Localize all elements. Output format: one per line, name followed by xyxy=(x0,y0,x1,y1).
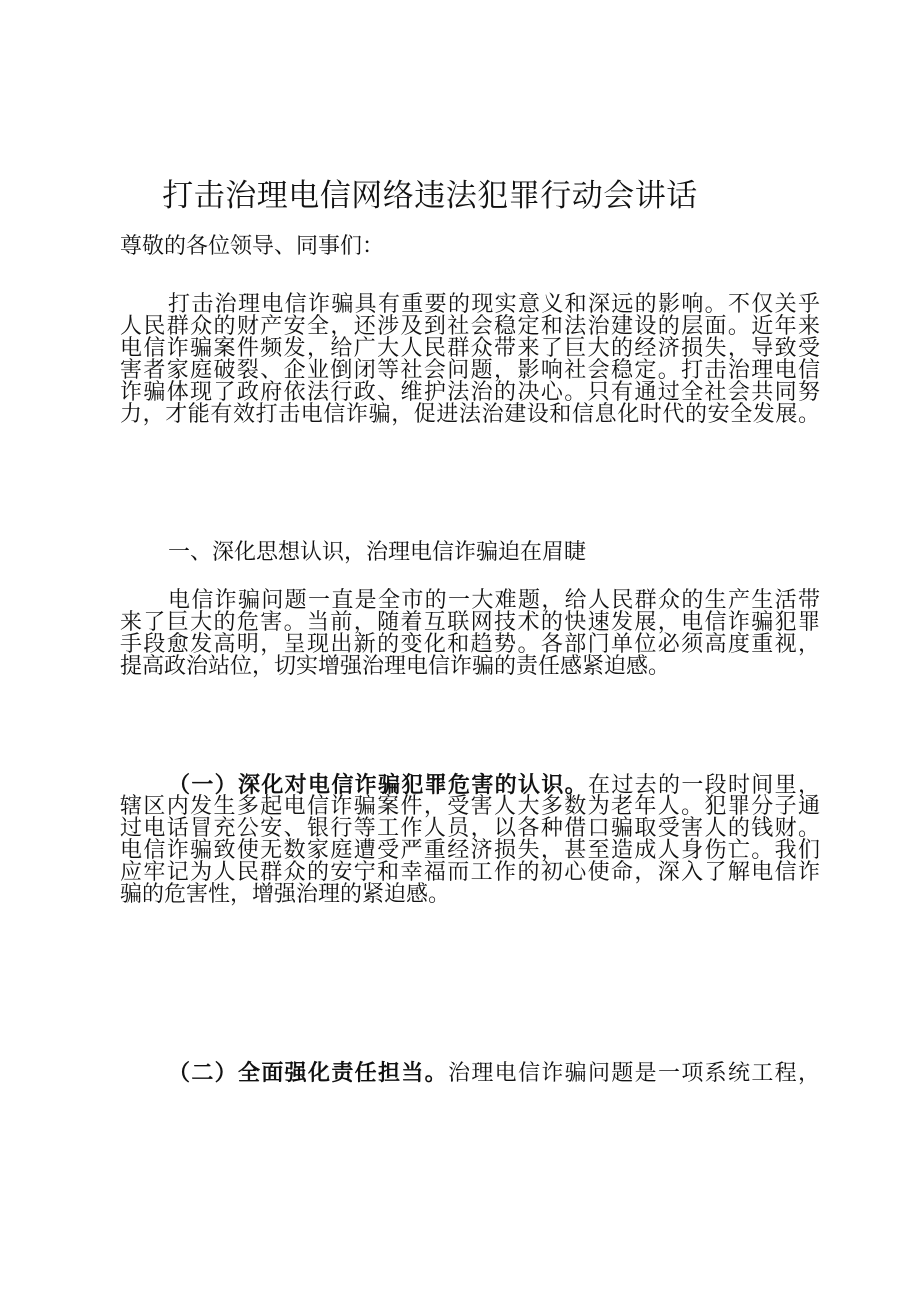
subsection-heading: （二）全面强化责任担当。 xyxy=(168,1060,448,1086)
paragraph-line: 骗的危害性，增强治理的紧迫感。 xyxy=(120,882,451,907)
paragraph-line: 力，才能有效打击电信诈骗，促进法治建设和信息化时代的安全发展。 xyxy=(120,402,820,427)
paragraph-line: 过电话冒充公安、银行等工作人员，以各种借口骗取受害人的钱财。 xyxy=(120,816,820,841)
paragraph-line: 诈骗体现了政府依法行政、维护法治的决心。只有通过全社会共同努 xyxy=(120,380,820,405)
intro-paragraph xyxy=(120,282,820,427)
paragraph-line: 打击治理电信诈骗具有重要的现实意义和深远的影响。不仅关乎 xyxy=(168,292,820,317)
paragraph-line: 来了巨大的危害。当前，随着互联网技术的快速发展，电信诈骗犯罪 xyxy=(120,610,820,635)
paragraph-line: 提高政治站位，切实增强治理电信诈骗的责任感紧迫感。 xyxy=(120,654,671,679)
subsection2-paragraph xyxy=(120,1046,820,1086)
paragraph-line: 人民群众的财产安全，还涉及到社会稳定和法治建设的层面。近年来 xyxy=(120,314,820,339)
paragraph-text: 在过去的一段时间里， xyxy=(587,773,820,798)
paragraph-line: 电信诈骗致使无数家庭遭受严重经济损失，甚至造成人身伤亡。我们 xyxy=(120,838,820,863)
subsection-heading: （一）深化对电信诈骗犯罪危害的认识。 xyxy=(168,772,588,798)
paragraph-line: 应牢记为人民群众的安宁和幸福而工作的初心使命，深入了解电信诈 xyxy=(120,860,820,885)
subsection1-paragraph xyxy=(120,758,820,907)
paragraph-text: 治理电信诈骗问题是一项系统工程， xyxy=(448,1061,820,1086)
paragraph-line: 辖区内发生多起电信诈骗案件，受害人大多数为老年人。犯罪分子通 xyxy=(120,794,820,819)
paragraph-first-line xyxy=(120,758,820,798)
paragraph-line: 电信诈骗案件频发，给广大人民群众带来了巨大的经济损失，导致受 xyxy=(120,336,820,361)
document-title: 打击治理电信网络违法犯罪行动会讲话 xyxy=(162,178,698,214)
paragraph-line: 手段愈发高明，呈现出新的变化和趋势。各部门单位必须高度重视， xyxy=(120,632,820,657)
paragraph-line: 电信诈骗问题一直是全市的一大难题，给人民群众的生产生活带 xyxy=(168,588,820,613)
paragraph-line: 害者家庭破裂、企业倒闭等社会问题，影响社会稳定。打击治理电信 xyxy=(120,358,820,383)
section-heading: 一、深化思想认识，治理电信诈骗迫在眉睫 xyxy=(168,540,587,565)
paragraph-first-line xyxy=(120,1046,820,1086)
section1-paragraph xyxy=(120,578,820,679)
salutation: 尊敬的各位领导、同事们： xyxy=(120,234,385,259)
